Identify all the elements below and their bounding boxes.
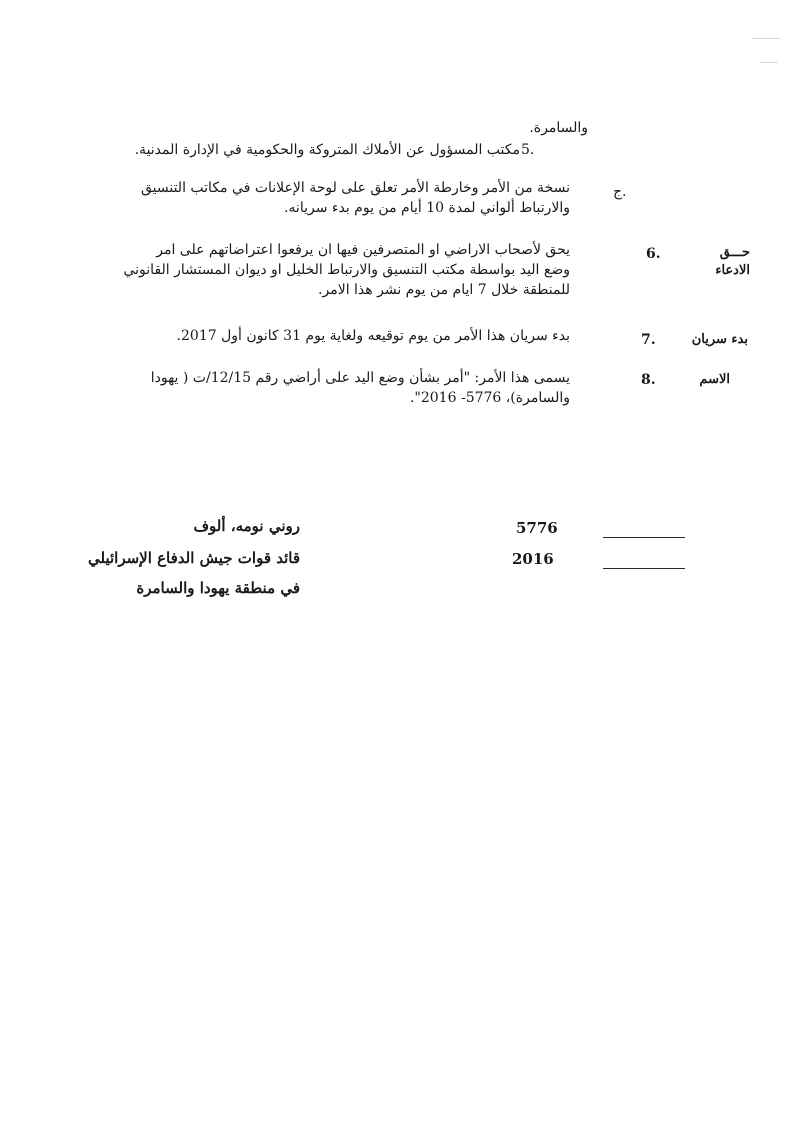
hebrew-year: 5776 (516, 519, 558, 537)
clause-c-text (100, 178, 570, 218)
section-6-line: للمنطقة خلال 7 ايام من يوم نشر هذا الامر. (318, 282, 570, 298)
section-6-label (715, 244, 750, 280)
signatory-title-line-1: قائد قوات جيش الدفاع الإسرائيلي (87, 549, 300, 567)
section-6-line: يحق لأصحاب الاراضي او المتصرفين فيها ان يرفعوا اعتراضاتهم على امر (156, 242, 570, 258)
item-5-number: 5. (521, 142, 535, 158)
date-blank-line (603, 568, 685, 569)
date-blank-line (603, 537, 685, 538)
section-7-label-line: بدء سريان (691, 332, 748, 347)
section-6-label-line: حـــق (719, 245, 750, 260)
section-7-label (692, 331, 748, 349)
section-8-number: 8. (641, 372, 656, 388)
clause-c-line: نسخة من الأمر وخارطة الأمر تعلق على لوحة الإعلانات في مكاتب التنسيق (140, 180, 570, 196)
item-5-text: مكتب المسؤول عن الأملاك المتروكة والحكومية في الإدارة المدنية. (134, 142, 520, 158)
section-8-line: يسمى هذا الأمر: "أمر بشأن وضع اليد على أراضي رقم 12/15/ت ( يهودا (150, 370, 570, 386)
scan-mark (752, 38, 780, 39)
section-6-label-line: الادعاء (715, 263, 750, 278)
section-7-text (100, 326, 570, 346)
section-7-number: 7. (641, 332, 656, 348)
section-8-text (100, 368, 570, 408)
section-6-number: 6. (646, 246, 661, 262)
gregorian-year: 2016 (512, 550, 554, 568)
section-8-label-line: الاسم (699, 372, 730, 387)
clause-c-line: والارتباط ألواني لمدة 10 أيام من يوم بدء سريانه. (283, 200, 570, 216)
section-6-line: وضع اليد بواسطة مكتب التنسيق والارتباط الخليل او ديوان المستشار القانوني (123, 262, 570, 278)
clause-c-marker: ج. (613, 184, 627, 200)
section-8-line: والسامرة)، 5776- 2016". (409, 390, 570, 406)
section-6-text (100, 240, 570, 300)
signatory-title-line-2: في منطقة يهودا والسامرة (136, 579, 300, 597)
section-7-line: بدء سريان هذا الأمر من يوم توقيعه ولغاية يوم 31 كانون أول 2017. (176, 328, 570, 344)
scan-mark (760, 62, 778, 63)
signatory-name: روني نومه، ألوف (193, 517, 300, 535)
continuation-line: والسامرة. (529, 120, 588, 136)
section-8-label (699, 371, 730, 389)
